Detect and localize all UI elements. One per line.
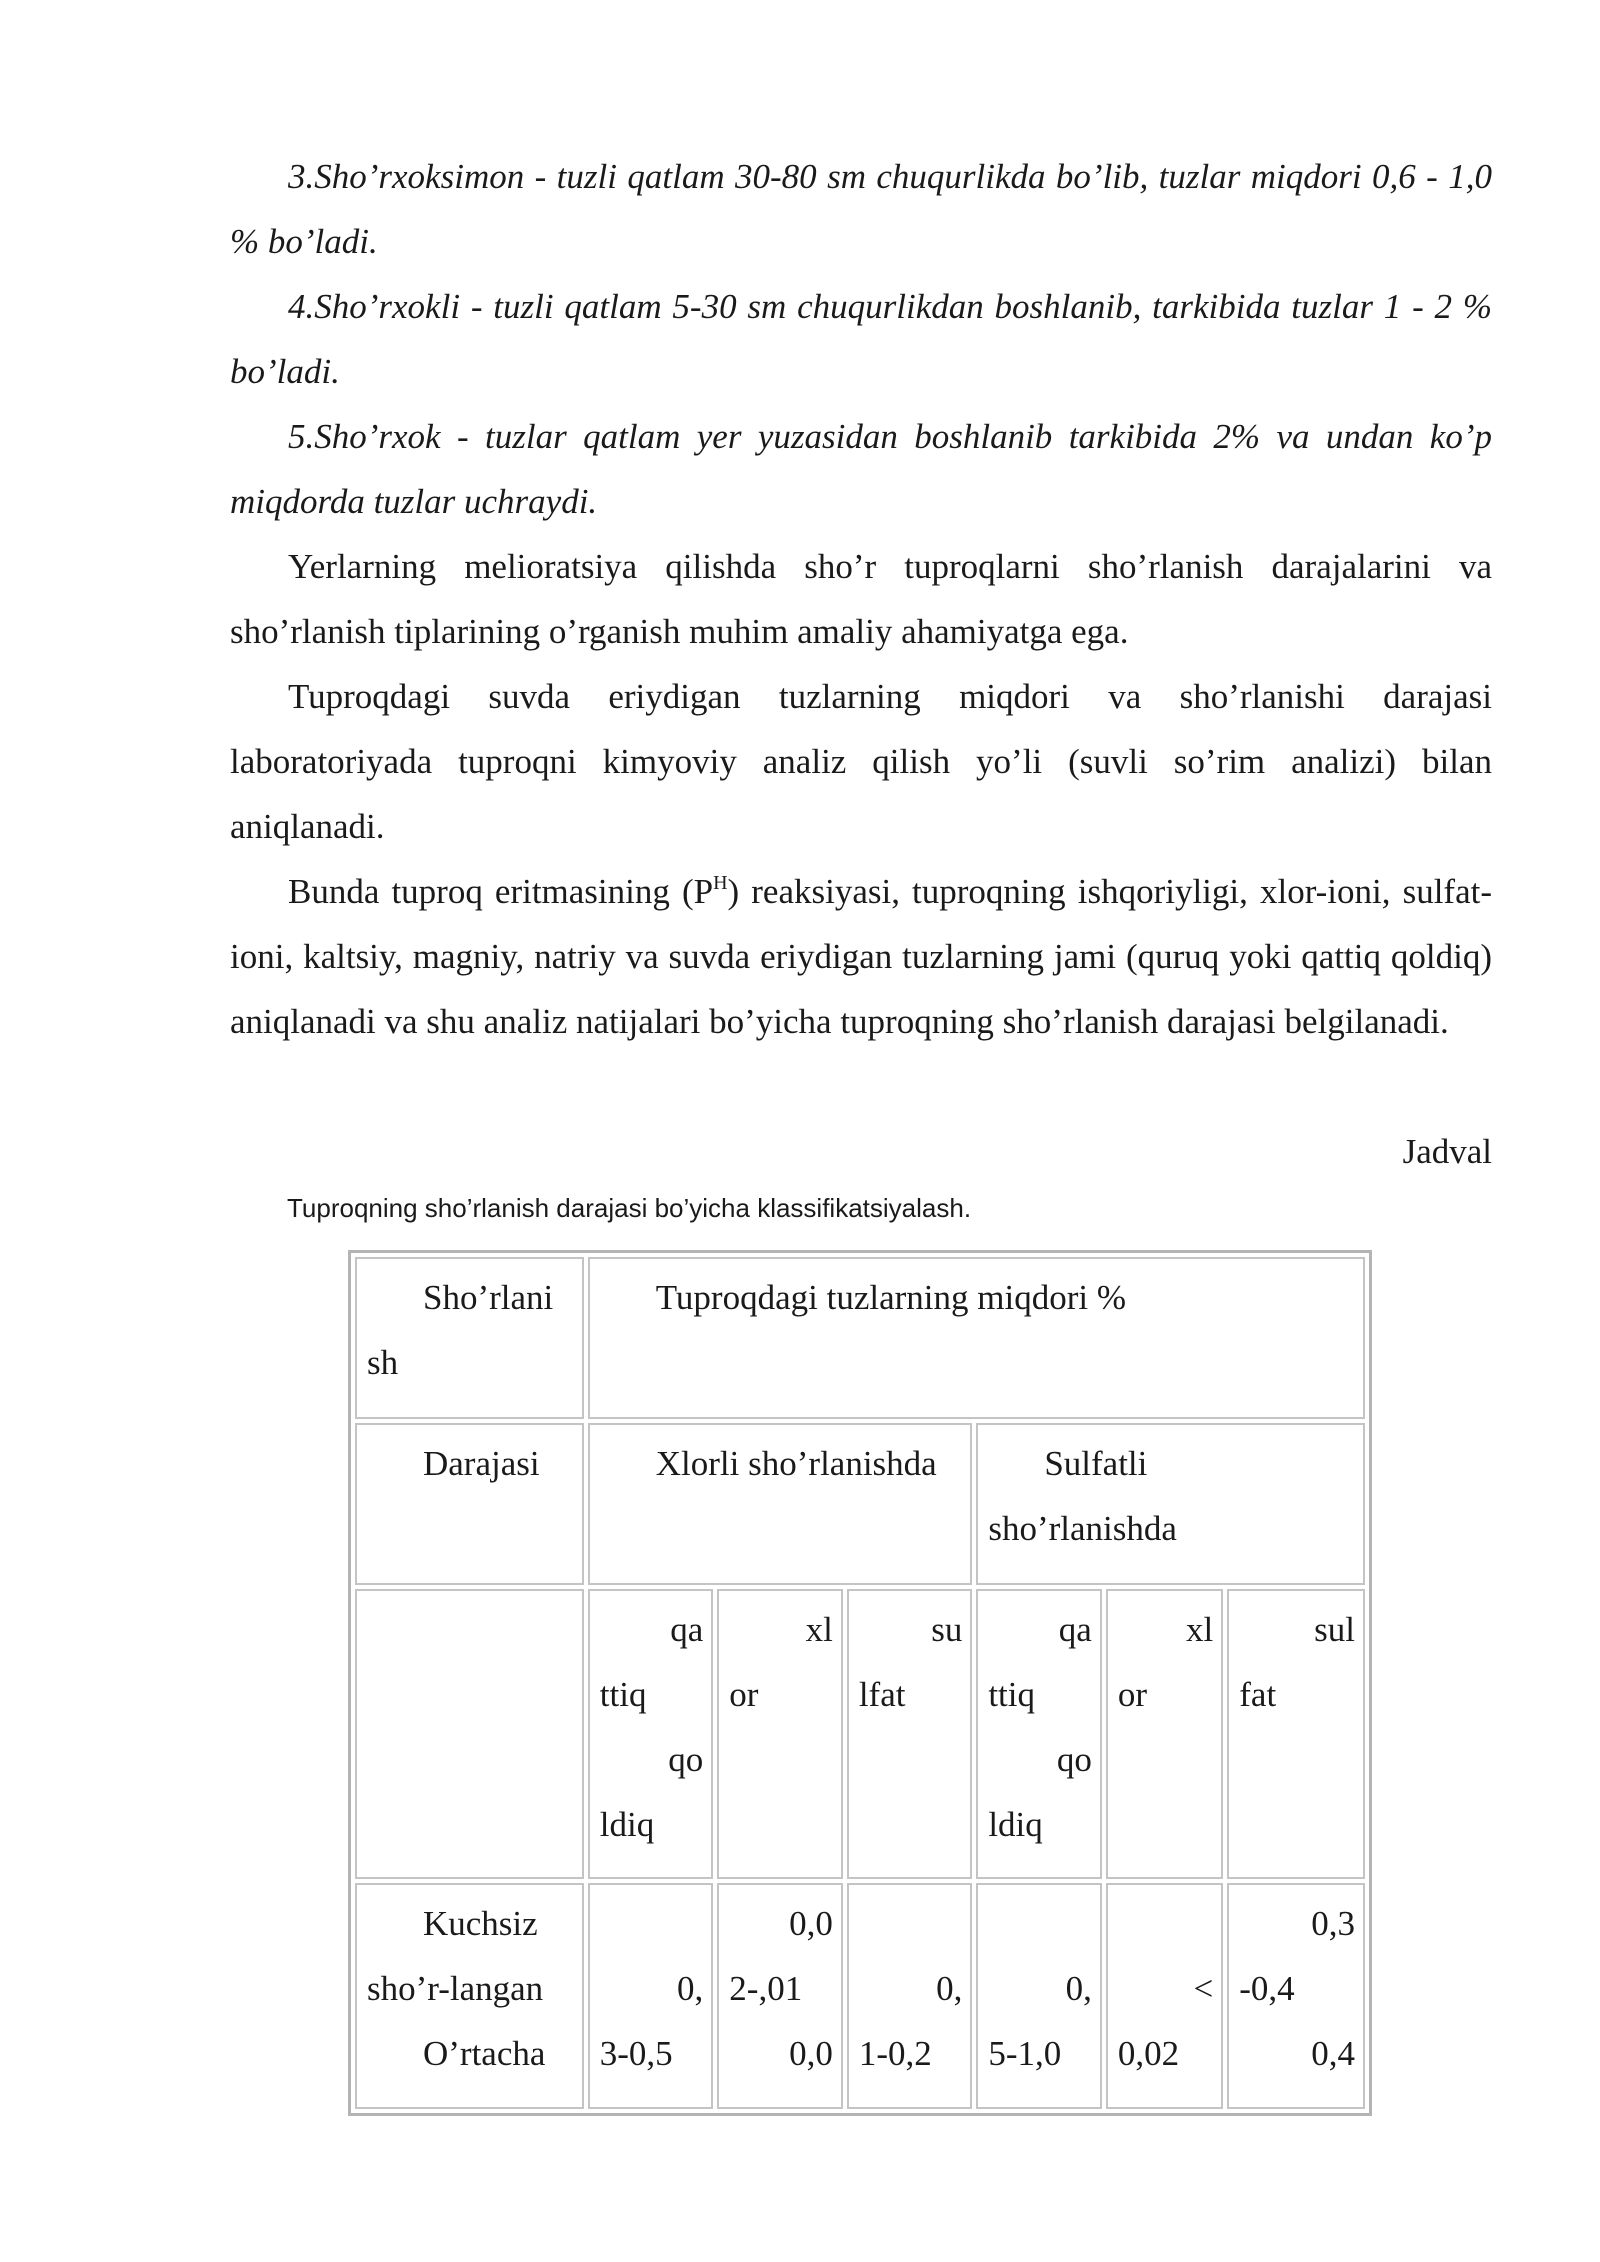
row-xlor-sulfatli: < 0,02 (1106, 1883, 1223, 2109)
table-header-row-2 (355, 1423, 1365, 1585)
paragraph-bunda-part2: ) reaksiyasi, tuproqning ishqoriyligi, xlor-ioni, sulfat-ioni, kaltsiy, magniy, natriy va suvda eriydigan tuzlarning jami (quruq yoki qattiq qoldiq) aniqlanadi va shu analiz natijalari bo’yicha tuproqning sho’rlanish darajasi belgilanadi. (230, 872, 1492, 1041)
header-salt-content: Tuproqdagi tuzlarning miqdori % (588, 1257, 1365, 1419)
header-darajasi: Darajasi (355, 1423, 584, 1585)
paragraph-shorxok: 5.Sho’rxok - tuzlar qatlam yer yuzasidan boshlanib tarkibida 2% va undan ko’p miqdorda tuzlar uchraydi. (230, 417, 1492, 521)
paragraph-bunda-part1: Bunda tuproq eritmasining (P (288, 872, 714, 911)
subheader-xlor-xlorli: xl or (717, 1589, 843, 1879)
salinity-classification-table (348, 1250, 1372, 2116)
paragraph-shorxokli: 4.Sho’rxokli - tuzli qatlam 5-30 sm chuqurlikdan boshlanib, tarkibida tuzlar 1 - 2 % bo’ladi. (230, 287, 1492, 391)
header-xlorli: Xlorli sho’rlanishda (588, 1423, 973, 1585)
row-xlor-xlorli: 0,0 2-,01 0,0 (717, 1883, 843, 2109)
row-sulfat-xlorli: 0, 1-0,2 (847, 1883, 973, 2109)
table-label: Jadval (1402, 1132, 1492, 1171)
paragraph-shorxoksimon: 3.Sho’rxoksimon - tuzli qatlam 30-80 sm chuqurlikda bo’lib, tuzlar miqdori 0,6 - 1,0 % bo’ladi. (230, 157, 1492, 261)
paragraph-tuproqdagi: Tuproqdagi suvda eriydigan tuzlarning miqdori va sho’rlanishi darajasi laboratoriyada tuproqni kimyoviy analiz qilish yo’li (suvli so’rim analizi) bilan aniqlanadi. (230, 677, 1492, 846)
table-caption: Tuproqning sho’rlanish darajasi bo’yicha klassifikatsiyalash. (287, 1193, 972, 1223)
subheader-sulfat-xlorli: su lfat (847, 1589, 973, 1879)
subheader-sulfat-sulfatli: sul fat (1227, 1589, 1365, 1879)
subheader-empty (355, 1589, 584, 1879)
row-degree-labels: Kuchsiz sho’r-langan O’rtacha (355, 1883, 584, 2109)
subheader-xlor-sulfatli: xl or (1106, 1589, 1223, 1879)
subheader-qattiq-qoldiq-xlorli: qa ttiq qo ldiq (588, 1589, 714, 1879)
paragraph-bunda (230, 859, 1492, 1054)
ph-superscript: H (713, 872, 728, 894)
row-qattiq-qoldiq-xlorli: 0, 3-0,5 (588, 1883, 714, 2109)
row-qattiq-qoldiq-sulfatli: 0, 5-1,0 (976, 1883, 1102, 2109)
table-subheader-row (355, 1589, 1365, 1879)
header-shorlanish: Sho’rlani sh (355, 1257, 584, 1419)
subheader-qattiq-qoldiq-sulfatli: qa ttiq qo ldiq (976, 1589, 1102, 1879)
header-sulfatli: Sulfatli sho’rlanishda (976, 1423, 1365, 1585)
table-header-row-1 (355, 1257, 1365, 1419)
table-row (355, 1883, 1365, 2109)
paragraph-melioratsiya: Yerlarning melioratsiya qilishda sho’r tuproqlarni sho’rlanish darajalarini va sho’rlanish tiplarining o’rganish muhim amaliy ahamiyatga ega. (230, 547, 1492, 651)
row-sulfat-sulfatli: 0,3 -0,4 0,4 (1227, 1883, 1365, 2109)
